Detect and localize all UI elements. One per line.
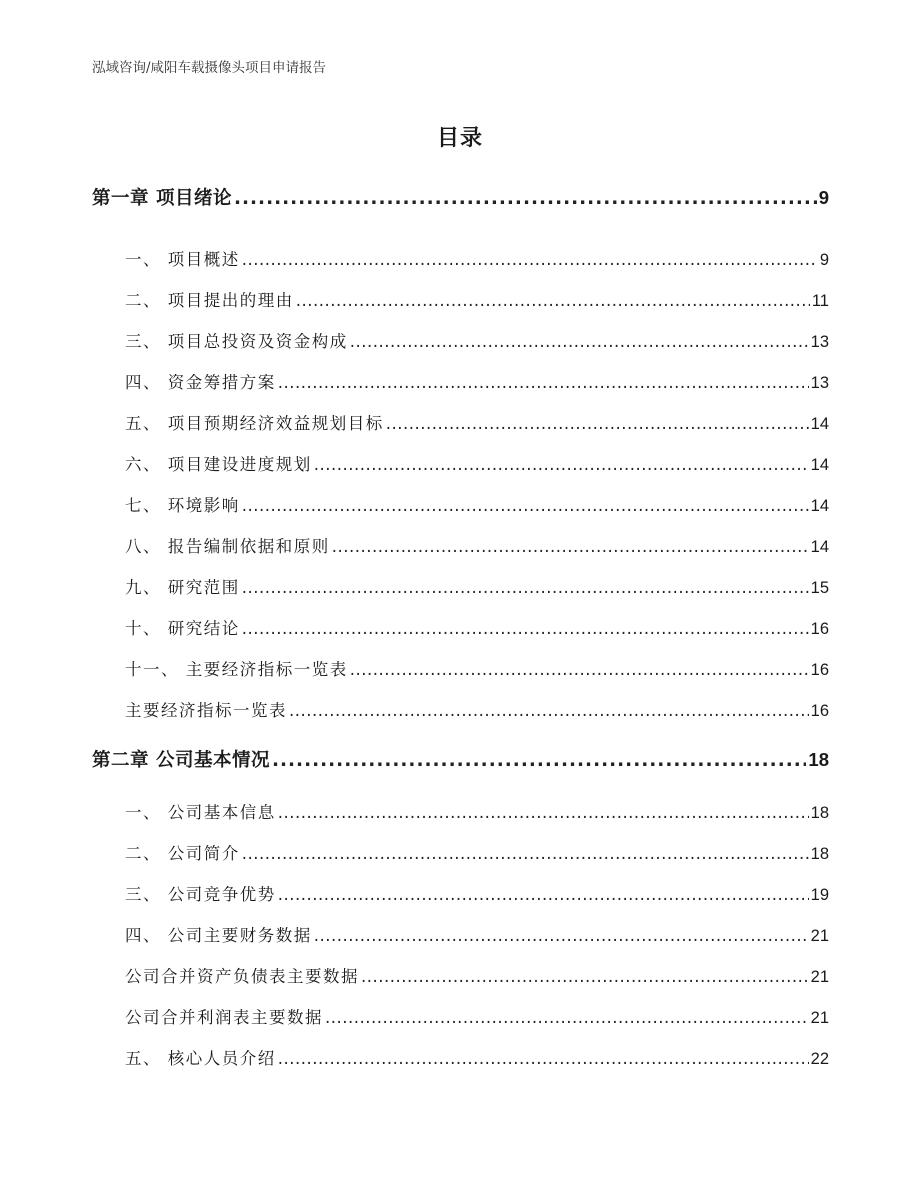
toc-dot-leader	[234, 188, 817, 209]
toc-page-number: 11	[811, 292, 829, 310]
toc-entry-label: 公司合并利润表主要数据	[125, 1008, 323, 1027]
toc-dot-leader	[242, 250, 818, 269]
toc-entry-label: 一、 项目概述	[125, 250, 240, 269]
toc-page-number: 14	[810, 415, 829, 433]
toc-entry-label: 一、 公司基本信息	[125, 803, 276, 822]
toc-dot-leader	[296, 291, 810, 310]
toc-dot-leader	[350, 332, 809, 351]
toc-page-number: 16	[810, 702, 829, 720]
toc-entry-label: 第二章 公司基本情况	[92, 750, 270, 771]
toc-dot-leader	[242, 844, 809, 863]
toc-dot-leader	[386, 414, 809, 433]
toc-section-entry[interactable]	[125, 492, 829, 516]
toc-entry-label: 公司合并资产负债表主要数据	[125, 967, 359, 986]
toc-chapter-entry[interactable]	[92, 746, 829, 772]
toc-section-entry[interactable]	[125, 328, 829, 352]
toc-page-number: 18	[808, 749, 829, 770]
toc-page-number: 19	[810, 886, 829, 904]
toc-entry-label: 十一、 主要经济指标一览表	[125, 660, 348, 679]
toc-entry-label: 二、 项目提出的理由	[125, 291, 294, 310]
toc-entry-label: 三、 项目总投资及资金构成	[125, 332, 348, 351]
toc-dot-leader	[242, 619, 809, 638]
toc-entry-label: 三、 公司竞争优势	[125, 885, 276, 904]
toc-section-entry[interactable]	[125, 922, 829, 946]
toc-dot-leader	[314, 455, 809, 474]
toc-section-entry[interactable]	[125, 410, 829, 434]
toc-section-entry[interactable]	[125, 287, 829, 311]
toc-dot-leader	[314, 926, 809, 945]
toc-page-number: 16	[810, 620, 829, 638]
toc-entry-label: 第一章 项目绪论	[92, 188, 232, 209]
toc-entry-label: 七、 环境影响	[125, 496, 240, 515]
toc-page-number: 21	[810, 927, 829, 945]
toc-dot-leader	[325, 1008, 809, 1027]
toc-section-entry[interactable]	[125, 881, 829, 905]
toc-section-entry[interactable]	[125, 246, 829, 270]
toc-page-number: 9	[818, 187, 829, 208]
toc-section-entry[interactable]	[125, 697, 829, 721]
toc-page-number: 13	[810, 374, 829, 392]
toc-page-number: 14	[810, 456, 829, 474]
toc-page-number: 14	[810, 538, 829, 556]
toc-entry-label: 十、 研究结论	[125, 619, 240, 638]
toc-entry-label: 五、 项目预期经济效益规划目标	[125, 414, 384, 433]
toc-dot-leader	[361, 967, 809, 986]
toc-entry-label: 四、 公司主要财务数据	[125, 926, 312, 945]
toc-dot-leader	[278, 1049, 809, 1068]
toc-dot-leader	[289, 701, 809, 720]
toc-section-entry[interactable]	[125, 840, 829, 864]
toc-entry-label: 主要经济指标一览表	[125, 701, 287, 720]
toc-section-entry[interactable]	[125, 451, 829, 475]
toc-section-entry[interactable]	[125, 656, 829, 680]
toc-chapter-entry[interactable]	[92, 184, 829, 210]
toc-section-entry[interactable]	[125, 799, 829, 823]
toc-entry-label: 八、 报告编制依据和原则	[125, 537, 330, 556]
toc-dot-leader	[242, 496, 809, 515]
toc-page-number: 18	[810, 804, 829, 822]
toc-entry-label: 九、 研究范围	[125, 578, 240, 597]
toc-dot-leader	[242, 578, 809, 597]
toc-dot-leader	[278, 373, 809, 392]
toc-section-entry[interactable]	[125, 1004, 829, 1028]
toc-dot-leader	[332, 537, 809, 556]
toc-page-number: 14	[810, 497, 829, 515]
toc-section-entry[interactable]	[125, 533, 829, 557]
toc-section-entry[interactable]	[125, 1045, 829, 1069]
toc-page-number: 22	[810, 1050, 829, 1068]
toc-entry-label: 五、 核心人员介绍	[125, 1049, 276, 1068]
toc-section-entry[interactable]	[125, 615, 829, 639]
toc-title: 目录	[436, 126, 483, 151]
toc-entry-label: 二、 公司简介	[125, 844, 240, 863]
toc-section-entry[interactable]	[125, 574, 829, 598]
toc-page-number: 21	[810, 1009, 829, 1027]
toc-page-number: 16	[810, 661, 829, 679]
toc-dot-leader	[350, 660, 809, 679]
toc-section-entry[interactable]	[125, 369, 829, 393]
toc-section-entry[interactable]	[125, 963, 829, 987]
toc-dot-leader	[272, 750, 806, 771]
toc-page-number: 15	[810, 579, 829, 597]
toc-dot-leader	[278, 803, 809, 822]
toc-page-number: 13	[810, 333, 829, 351]
toc-page-number: 18	[810, 845, 829, 863]
toc-page-number: 9	[819, 251, 829, 269]
running-header: 泓域咨询/咸阳车载摄像头项目申请报告	[92, 60, 327, 76]
toc-page-number: 21	[810, 968, 829, 986]
toc-entry-label: 六、 项目建设进度规划	[125, 455, 312, 474]
toc-dot-leader	[278, 885, 809, 904]
toc-entry-label: 四、 资金筹措方案	[125, 373, 276, 392]
